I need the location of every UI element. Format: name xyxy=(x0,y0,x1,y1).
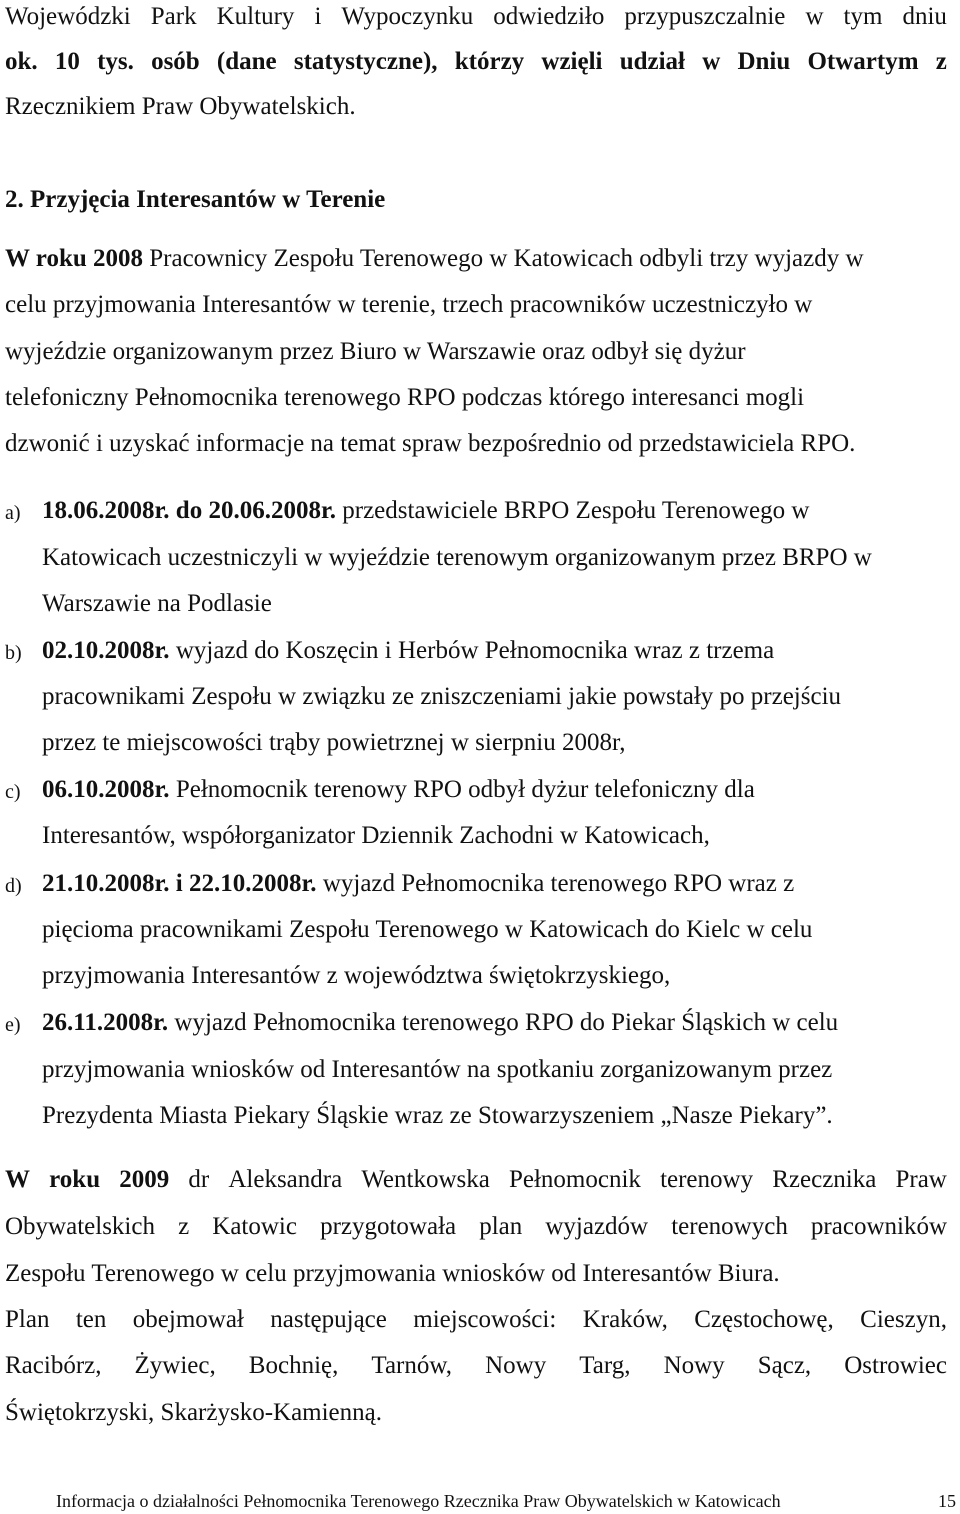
word: Aleksandra xyxy=(228,1166,343,1193)
list-line: Katowicach uczestniczyli w wyjeździe terenowym organizowanym przez BRPO w xyxy=(42,544,872,571)
paragraph-line: telefoniczny Pełnomocnika terenowego RPO podczas którego interesanci mogli xyxy=(5,384,805,411)
word: w xyxy=(805,3,824,30)
word: Nowy xyxy=(485,1352,547,1379)
list-label: e) xyxy=(5,1014,21,1036)
list-label: c) xyxy=(5,781,21,803)
word: Park xyxy=(150,3,197,30)
word: Sącz, xyxy=(757,1352,812,1379)
list-line: 26.11.2008r. wyjazd Pełnomocnika terenowego RPO do Piekar Śląskich w celu xyxy=(42,1009,839,1036)
list-line: 21.10.2008r. i 22.10.2008r. wyjazd Pełnomocnika terenowego RPO wraz z xyxy=(42,870,795,897)
word: Praw xyxy=(895,1166,947,1193)
word: w xyxy=(702,48,721,75)
word: tys. xyxy=(97,48,134,75)
paragraph-line: celu przyjmowania Interesantów w terenie, trzech pracowników uczestniczyło w xyxy=(5,291,813,318)
paragraph-line: Rzecznikiem Praw Obywatelskich. xyxy=(5,93,356,120)
word: Obywatelskich xyxy=(5,1213,155,1240)
paragraph-line xyxy=(5,1353,947,1378)
word: 10 xyxy=(54,48,80,75)
word: Kultury xyxy=(216,3,295,30)
word: przypuszczalnie xyxy=(624,3,786,30)
list-line: 18.06.2008r. do 20.06.2008r. przedstawiciele BRPO Zespołu Terenowego w xyxy=(42,497,810,524)
word: plan xyxy=(479,1213,523,1240)
list-date: 02.10.2008r. xyxy=(42,637,170,664)
paragraph-line: dzwonić i uzyskać informacje na temat spraw bezpośrednio od przedstawiciela RPO. xyxy=(5,430,856,457)
list-line: Warszawie na Podlasie xyxy=(42,590,272,617)
word: Pełnomocnik xyxy=(508,1166,641,1193)
list-label: b) xyxy=(5,642,22,664)
word: W xyxy=(5,1166,30,1193)
word: wzięli xyxy=(541,48,603,75)
paragraph-line: Zespołu Terenowego w celu przyjmowania wniosków od Interesantów Biura. xyxy=(5,1260,780,1287)
list-line: pięcioma pracownikami Zespołu Terenowego w Katowicach do Kielc w celu xyxy=(42,916,813,943)
word: Żywiec, xyxy=(134,1352,216,1379)
paragraph-line xyxy=(5,1307,947,1332)
word: (dane xyxy=(216,48,277,75)
word: Częstochowę, xyxy=(694,1306,834,1333)
word: terenowych xyxy=(671,1213,788,1240)
list-line: Interesantów, współorganizator Dziennik Zachodni w Katowicach, xyxy=(42,822,710,849)
word: miejscowości: xyxy=(413,1306,557,1333)
word: ten xyxy=(75,1306,107,1333)
list-line: 06.10.2008r. Pełnomocnik terenowy RPO odbył dyżur telefoniczny dla xyxy=(42,776,755,803)
paragraph-line xyxy=(5,1214,947,1239)
word: z xyxy=(935,48,947,75)
word: wyjazdów xyxy=(545,1213,649,1240)
word: Bochnię, xyxy=(248,1352,339,1379)
list-line: pracownikami Zespołu w związku ze zniszczeniami jakie powstały po przejściu xyxy=(42,683,842,710)
word: obejmował xyxy=(132,1306,244,1333)
word: Dniu xyxy=(737,48,791,75)
paragraph-line: Świętokrzyski, Skarżysko-Kamienną. xyxy=(5,1399,383,1426)
word: którzy xyxy=(454,48,525,75)
list-date: 18.06.2008r. do 20.06.2008r. xyxy=(42,497,337,524)
word: przygotowała xyxy=(320,1213,457,1240)
list-date: 06.10.2008r. xyxy=(42,776,170,803)
word: 2009 xyxy=(119,1166,170,1193)
paragraph-line: W roku 2008 Pracownicy Zespołu Terenowego w Katowicach odbyli trzy wyjazdy w xyxy=(5,245,864,272)
word: statystyczne), xyxy=(293,48,438,75)
word: terenowy xyxy=(660,1166,754,1193)
word: Cieszyn, xyxy=(860,1306,947,1333)
word: dniu xyxy=(902,3,947,30)
word: Wentkowska xyxy=(361,1166,490,1193)
paragraph-line xyxy=(5,49,947,74)
word: Wypoczynku xyxy=(341,3,474,30)
word: Nowy xyxy=(663,1352,725,1379)
word: Tarnów, xyxy=(371,1352,453,1379)
page-number: 15 xyxy=(938,1491,956,1511)
list-date: 26.11.2008r. xyxy=(42,1009,169,1036)
word: następujące xyxy=(270,1306,387,1333)
word: Ostrowiec xyxy=(844,1352,947,1379)
list-line: przyjmowania Interesantów z województwa świętokrzyskiego, xyxy=(42,962,671,989)
paragraph-line xyxy=(5,1167,947,1192)
word: Wojewódzki xyxy=(5,3,131,30)
list-line: Prezydenta Miasta Piekary Śląskie wraz ze Stowarzyszeniem „Nasze Piekary”. xyxy=(42,1102,833,1129)
paragraph-line xyxy=(5,4,947,29)
footer-text: Informacja o działalności Pełnomocnika Terenowego Rzecznika Praw Obywatelskich w Katowicach xyxy=(56,1491,781,1511)
word: z xyxy=(178,1213,190,1240)
word: ok. xyxy=(5,48,38,75)
list-line: przyjmowania wniosków od Interesantów na spotkaniu zorganizowanym przez xyxy=(42,1056,833,1083)
word: Racibórz, xyxy=(5,1352,102,1379)
word: tym xyxy=(843,3,883,30)
list-date: 21.10.2008r. i 22.10.2008r. xyxy=(42,870,317,897)
word: Rzecznika xyxy=(772,1166,877,1193)
list-line: przez te miejscowości trąby powietrznej w sierpniu 2008r, xyxy=(42,729,626,756)
word: odwiedziło xyxy=(493,3,605,30)
word: dr xyxy=(188,1166,210,1193)
section-heading: 2. Przyjęcia Interesantów w Terenie xyxy=(5,186,386,213)
list-label: d) xyxy=(5,875,22,897)
word: Plan xyxy=(5,1306,50,1333)
word: pracowników xyxy=(810,1213,947,1240)
word: i xyxy=(314,3,322,30)
list-label: a) xyxy=(5,502,21,524)
word: Otwartym xyxy=(807,48,919,75)
word: roku xyxy=(49,1166,101,1193)
year-lead: W roku 2008 xyxy=(5,245,144,272)
word: udział xyxy=(619,48,685,75)
paragraph-line: wyjeździe organizowanym przez Biuro w Warszawie oraz odbył się dyżur xyxy=(5,338,746,365)
word: Katowic xyxy=(212,1213,297,1240)
word: Targ, xyxy=(579,1352,631,1379)
list-line: 02.10.2008r. wyjazd do Koszęcin i Herbów Pełnomocnika wraz z trzema xyxy=(42,637,775,664)
word: Kraków, xyxy=(582,1306,668,1333)
word: osób xyxy=(151,48,200,75)
